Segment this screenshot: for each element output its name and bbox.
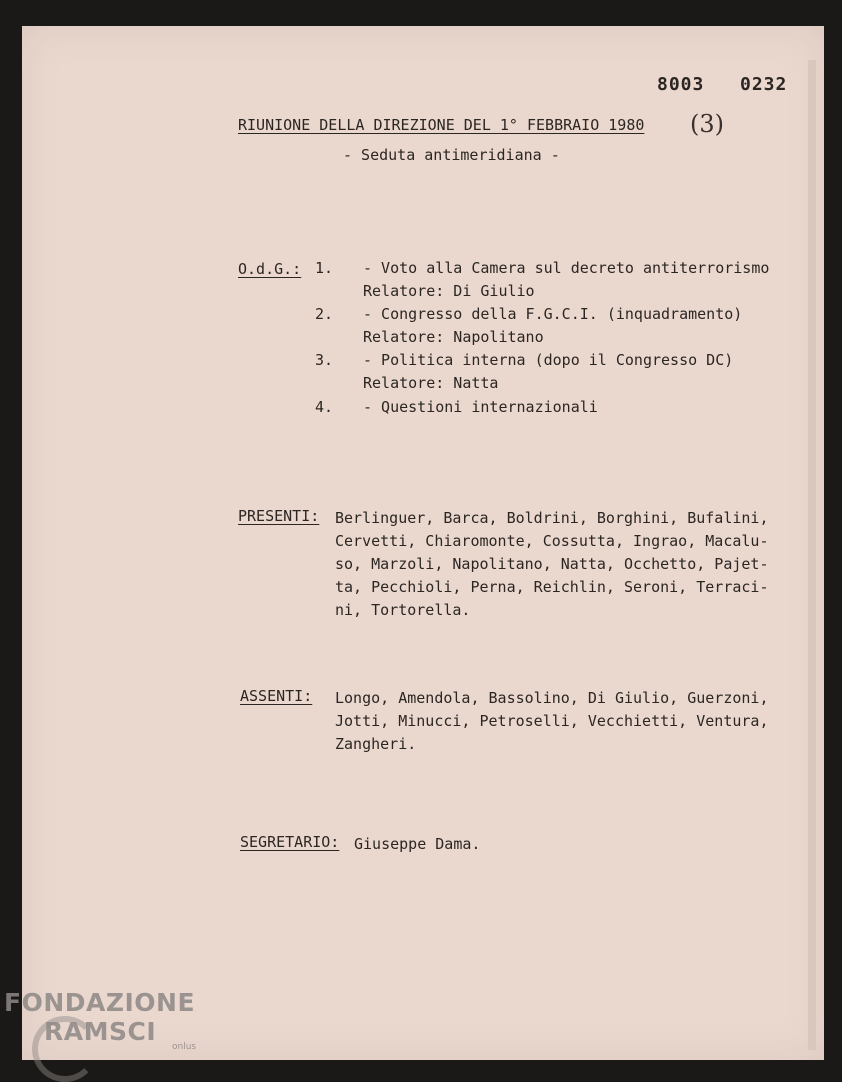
meeting-title: RIUNIONE DELLA DIREZIONE DEL 1° FEBBRAIO 1980 bbox=[238, 116, 645, 134]
agenda-item-number: 3. bbox=[315, 351, 334, 369]
absent-line: Jotti, Minucci, Petroselli, Vecchietti, Ventura, bbox=[335, 712, 769, 730]
secretary-name: Giuseppe Dama. bbox=[354, 835, 481, 853]
agenda-item-speaker: Relatore: Napolitano bbox=[363, 328, 544, 346]
present-line: ni, Tortorella. bbox=[335, 601, 471, 619]
watermark-line-2: RAMSCI bbox=[44, 1017, 157, 1046]
present-list bbox=[335, 507, 768, 622]
watermark-line-3: onlus bbox=[172, 1042, 197, 1052]
agenda-item-text: - Politica interna (dopo il Congresso DC) bbox=[363, 351, 734, 369]
present-label: PRESENTI: bbox=[238, 507, 320, 525]
agenda-item-text: - Voto alla Camera sul decreto antiterrorismo bbox=[363, 259, 770, 277]
present-line: Berlinguer, Barca, Boldrini, Borghini, Bufalini, bbox=[335, 509, 769, 527]
session-subtitle: - Seduta antimeridiana - bbox=[343, 146, 560, 164]
secretary-label: SEGRETARIO: bbox=[240, 833, 340, 851]
absent-line: Longo, Amendola, Bassolino, Di Giulio, Guerzoni, bbox=[335, 689, 769, 707]
document-number-right: 0232 bbox=[740, 74, 788, 95]
present-line: ta, Pecchioli, Perna, Reichlin, Seroni, Terraci- bbox=[335, 578, 769, 596]
agenda-item-1 bbox=[315, 257, 769, 303]
present-line: Cervetti, Chiaromonte, Cossutta, Ingrao, Macalu- bbox=[335, 532, 769, 550]
present-line: so, Marzoli, Napolitano, Natta, Occhetto, Pajet- bbox=[335, 555, 769, 573]
agenda-item-2 bbox=[315, 303, 742, 349]
agenda-item-text: - Questioni internazionali bbox=[363, 398, 598, 416]
agenda-item-number: 1. bbox=[315, 259, 334, 277]
handwritten-mark: (3) bbox=[690, 110, 724, 138]
fondazione-gramsci-watermark bbox=[4, 988, 196, 1052]
agenda-item-speaker: Relatore: Di Giulio bbox=[363, 282, 535, 300]
agenda-item-4 bbox=[315, 396, 598, 419]
absent-list bbox=[335, 687, 768, 756]
agenda-item-3 bbox=[315, 349, 733, 395]
watermark-line-1: FONDAZIONE bbox=[4, 988, 196, 1017]
absent-label: ASSENTI: bbox=[240, 687, 313, 705]
agenda-label: O.d.G.: bbox=[238, 260, 302, 278]
agenda-item-text: - Congresso della F.G.C.I. (inquadramento) bbox=[363, 305, 743, 323]
absent-line: Zangheri. bbox=[335, 735, 417, 753]
agenda-item-number: 4. bbox=[315, 398, 334, 416]
agenda-item-number: 2. bbox=[315, 305, 334, 323]
page-edge bbox=[808, 60, 816, 1050]
document-number-left: 8003 bbox=[657, 74, 705, 95]
agenda-item-speaker: Relatore: Natta bbox=[363, 374, 499, 392]
